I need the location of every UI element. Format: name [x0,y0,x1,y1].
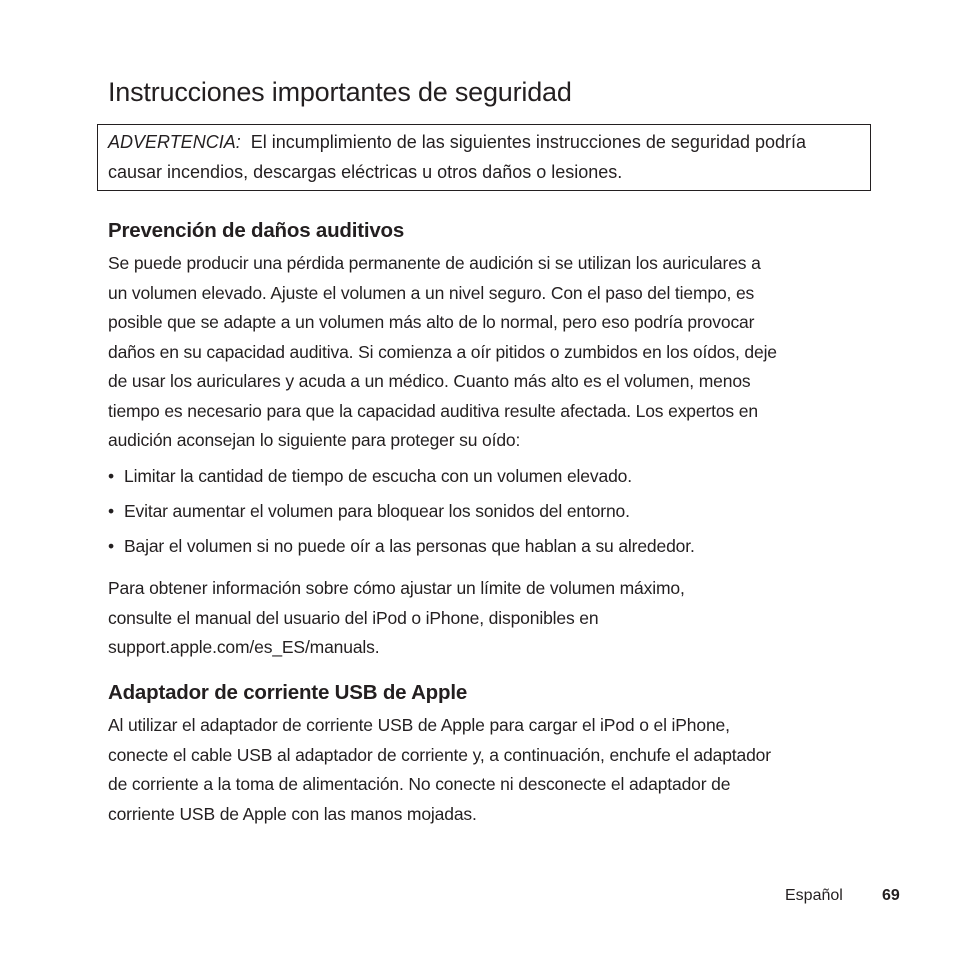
usb-adapter-paragraph [108,711,888,829]
warning-label: ADVERTENCIA: [108,132,241,152]
section-heading-usb-adapter: Adaptador de corriente USB de Apple [108,681,468,704]
warning-line-2: causar incendios, descargas eléctricas u otros daños o lesiones. [108,161,623,182]
list-item [108,532,695,567]
paragraph-line: Al utilizar el adaptador de corriente USB de Apple para cargar el iPod o el iPhone, [108,715,730,735]
list-item-text: Limitar la cantidad de tiempo de escucha con un volumen elevado. [124,466,632,486]
paragraph-line: daños en su capacidad auditiva. Si comienza a oír pitidos o zumbidos en los oídos, deje [108,341,777,362]
paragraph-line: conecte el cable USB al adaptador de corriente y, a continuación, enchufe el adaptador [108,744,771,765]
warning-text-1: El incumplimiento de las siguientes instrucciones de seguridad podría [250,132,807,152]
list-item-text: Evitar aumentar el volumen para bloquear los sonidos del entorno. [124,501,630,521]
footer-language: Español [785,887,843,904]
bullet-icon: • [108,501,114,521]
volume-limit-paragraph [108,574,888,663]
paragraph-line: de usar los auriculares y acuda a un médico. Cuanto más alto es el volumen, menos [108,371,751,391]
hearing-paragraph [108,249,888,456]
hearing-bullet-list [108,462,695,567]
paragraph-line: un volumen elevado. Ajuste el volumen a un nivel seguro. Con el paso del tiempo, es [108,282,755,303]
paragraph-line: consulte el manual del usuario del iPod o iPhone, disponibles en [108,607,599,628]
paragraph-line: audición aconsejan lo siguiente para proteger su oído: [108,430,521,450]
warning-box [97,124,871,191]
list-item-text: Bajar el volumen si no puede oír a las personas que hablan a su alrededor. [124,536,695,556]
bullet-icon: • [108,466,114,486]
bullet-icon: • [108,536,114,556]
paragraph-line: support.apple.com/es_ES/manuals. [108,637,380,657]
page-title: Instrucciones importantes de seguridad [108,77,572,107]
paragraph-line: de corriente a la toma de alimentación. No conecte ni desconecte el adaptador de [108,774,731,794]
list-item [108,462,695,497]
warning-line-1 [108,128,860,158]
page-number: 69 [882,887,900,904]
paragraph-line: posible que se adapte a un volumen más alto de lo normal, pero eso podría provocar [108,312,755,332]
paragraph-line: Se puede producir una pérdida permanente de audición si se utilizan los auriculares a [108,253,761,273]
list-item [108,497,695,532]
paragraph-line: corriente USB de Apple con las manos mojadas. [108,803,477,824]
paragraph-line: Para obtener información sobre cómo ajustar un límite de volumen máximo, [108,578,685,598]
paragraph-line: tiempo es necesario para que la capacidad auditiva resulte afectada. Los expertos en [108,400,758,421]
section-heading-hearing: Prevención de daños auditivos [108,219,405,242]
